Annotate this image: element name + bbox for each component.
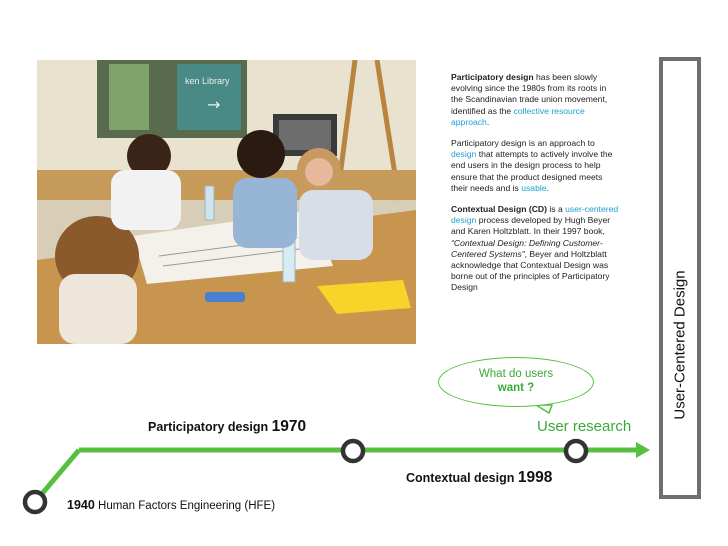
bubble-line1: What do users [478,368,554,380]
label-contextual-design [406,469,552,487]
paragraph-text: process developed by Hugh Beyer and Karen Holtzblatt. In their 1997 book, [451,215,611,237]
label-hfe-name: Human Factors Engineering (HFE) [94,500,276,512]
label-cd-year: 1998 [517,469,553,486]
paragraph-text: is a [546,204,566,215]
paragraph-text: Participatory design is an approach to [451,138,595,149]
bubble-tail [536,405,552,413]
label-pd-name: Participatory design [148,420,272,434]
label-pd-year: 1970 [271,418,307,435]
paragraph-text: . [486,116,490,127]
library-sign-text: ken Library [185,76,230,86]
book-title: “Contextual Design: Defining Customer-Centered Systems” [451,237,603,259]
link-user-centered-design[interactable]: user-centered design [451,204,619,226]
label-participatory-design [148,418,306,436]
sidebar-title: User-Centered Design [671,270,689,420]
link-usable[interactable]: usable [521,182,547,193]
term-contextual-design: Contextual Design (CD) [451,204,547,215]
paragraph-text: has been slowly evolving since the 1980s from its roots in the Scandinavian trade union movement, identified as the [451,72,608,116]
svg-text:→: → [207,95,221,114]
label-user-research: User research [537,418,632,435]
paragraph-text: , Beyer and Holtzblatt acknowledge that Contextual Design was borne out of the principles of Participatory Design [451,248,610,293]
paragraph-text: that attempts to actively involve the end users in the design process to help ensure that the product designed meets their needs and is [451,149,613,193]
paragraph-text: . [546,182,549,193]
node-1940 [25,492,45,512]
link-design[interactable]: design [451,149,477,160]
node-1970 [343,441,363,461]
timeline-arrowhead [636,442,650,458]
label-cd-name: Contextual design [406,471,518,485]
bubble-line2: want ? [497,382,535,394]
speech-bubble [438,357,594,407]
term-participatory-design: Participatory design [451,72,534,82]
link-collective-resource-approach[interactable]: collective resource approach [451,105,585,127]
node-1998 [566,441,586,461]
label-hfe [67,498,275,512]
label-hfe-year: 1940 [67,498,95,512]
